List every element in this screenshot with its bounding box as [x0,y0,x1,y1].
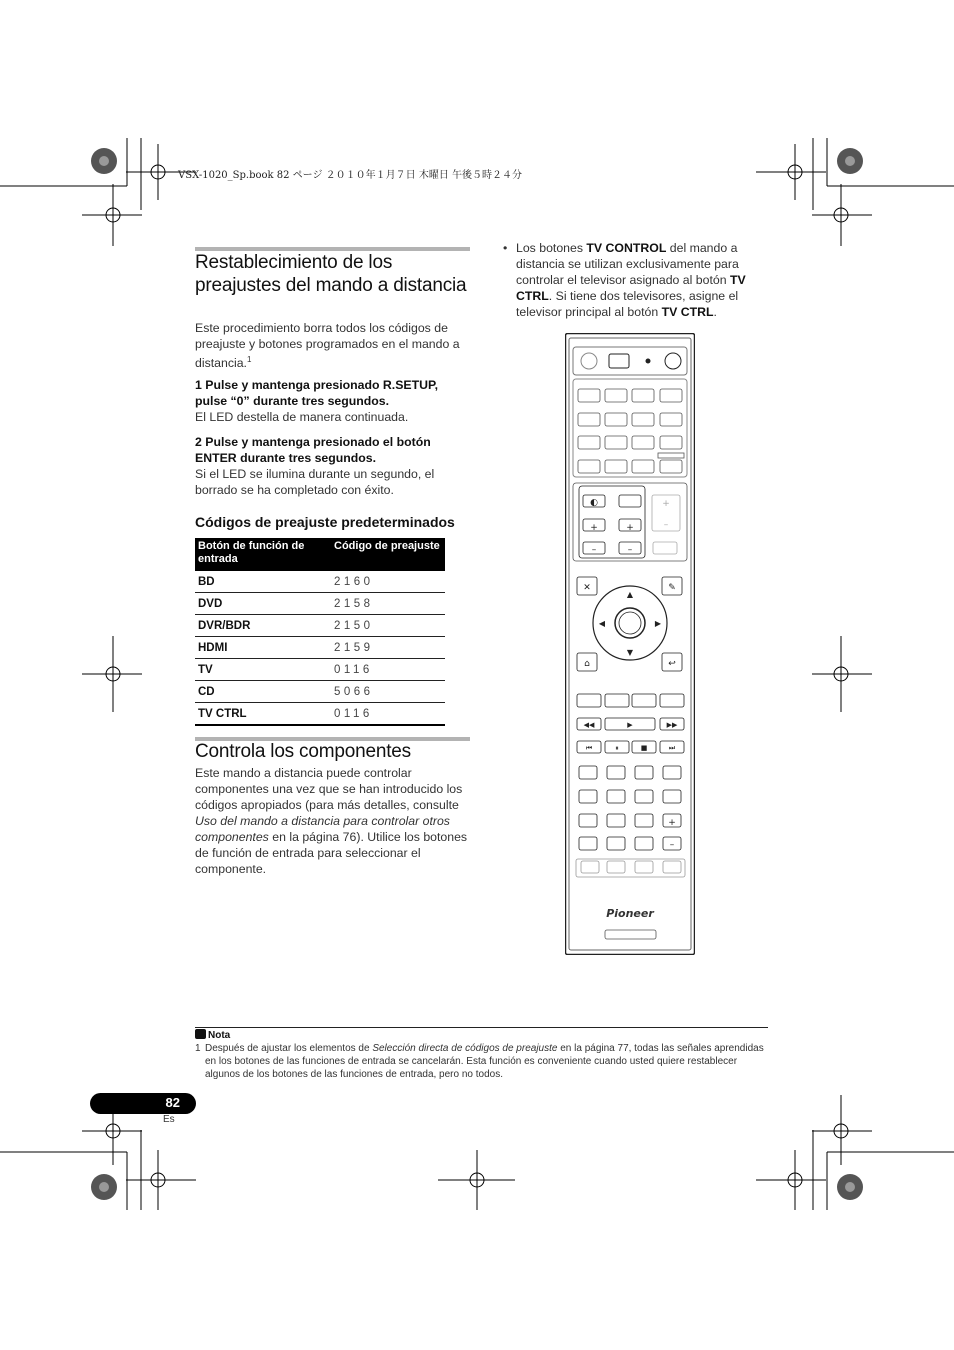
table-row [195,571,445,593]
svg-text:↩: ↩ [668,659,676,669]
page-number-badge [100,1093,196,1114]
svg-text:✕: ✕ [583,583,591,593]
cell-button: DVD [195,593,331,615]
table-row [195,703,445,726]
note-title: Nota [208,1030,231,1041]
svg-text:+: + [626,523,634,533]
cell-button: TV CTRL [195,703,331,726]
svg-text:–: – [663,520,669,530]
svg-text:–: – [591,545,597,555]
text: . [713,305,717,319]
svg-text:▶: ▶ [627,721,633,729]
remote-brand-logo: Pioneer [606,907,654,920]
svg-text:◐: ◐ [590,498,598,508]
svg-text:✎: ✎ [668,583,676,593]
cell-code: 5066 [331,681,445,703]
svg-text:⏭: ⏭ [668,744,676,752]
text: Después de ajustar los elementos de [205,1043,373,1054]
note-text [195,1042,765,1081]
footnote-number: 1 [195,1043,201,1054]
step-2-title: 2 Pulse y mantenga presionado el botón ENTER durante tres segundos. [195,435,431,465]
button-ref: TV CONTROL [586,241,667,255]
svg-text:◀◀: ◀◀ [583,721,595,729]
svg-text:+: + [662,499,670,509]
section-title: Controla los componentes [195,741,411,762]
section-title: Restablecimiento de los preajustes del mando a distancia [195,252,467,296]
svg-text:⌂: ⌂ [584,659,590,669]
note-heading [195,1029,230,1041]
col-header-button: Botón de función de entrada [195,538,331,571]
table-row [195,681,445,703]
text: Este mando a distancia puede controlar componentes una vez que se han introducido los códigos apropiados (para más detalles, consulte [195,766,463,812]
page-language: Es [163,1114,175,1125]
cell-code: 2158 [331,593,445,615]
step-2-text: Si el LED se ilumina durante un segundo, el borrado se ha completado con éxito. [195,467,435,497]
svg-text:⏸: ⏸ [615,744,619,752]
intro-text: Este procedimiento borra todos los códigos de preajuste y botones programados en el mando a distancia. [195,321,460,371]
book-header: VSX-1020_Sp.book 82 ページ ２０１０年１月７日 木曜日 午後５時２４分 [178,170,523,181]
svg-text:▶: ▶ [654,619,662,628]
text: en la página 77, todas las señales aprendidas en los botones de las funciones de entrada se cancelarán. Esta función es conveniente cuando usted quiere restablecer algunos de los botones de las funciones de entrada, pero no todos. [205,1043,764,1080]
text: . Si tiene dos televisores, asigne el televisor principal al botón [516,289,739,319]
svg-text:■: ■ [640,744,648,752]
svg-text:▼: ▼ [626,648,634,657]
bullet-icon: • [503,241,508,255]
svg-text:▲: ▲ [626,590,634,599]
cell-button: TV [195,659,331,681]
intro-paragraph [195,320,473,371]
text: del mando a distancia se utilizan exclusivamente para controlar el televisor asignado al botón [516,241,739,287]
cell-code: 2159 [331,637,445,659]
svg-text:–: – [627,545,633,555]
text: en la página 76). Utilice los botones de función de entrada para seleccionar el componente. [195,830,468,876]
step-1-title: 1 Pulse y mantenga presionado R.SETUP, pulse “0” durante tres segundos. [195,378,439,408]
cell-button: BD [195,571,331,593]
svg-text:–: – [669,840,675,850]
table-row [195,615,445,637]
button-ref: TV CTRL [661,305,714,319]
table-row [195,593,445,615]
svg-text:⏮: ⏮ [585,744,593,752]
cross-reference: Selección directa de códigos de preajuste [372,1043,558,1054]
cross-reference: Uso del mando a distancia para controlar otros componentes [195,814,450,844]
footnote-ref: 1 [246,355,252,364]
svg-text:◀: ◀ [598,619,606,628]
tv-control-bullet [503,240,771,320]
page-number: 82 [165,1095,180,1110]
cell-button: HDMI [195,637,331,659]
svg-text:+: + [590,523,598,533]
note-divider [195,1027,768,1028]
text: Los botones [516,241,587,255]
svg-text:▶▶: ▶▶ [666,721,678,729]
remote-control-illustration [565,333,695,955]
cell-button: CD [195,681,331,703]
cell-code: 0116 [331,703,445,726]
section-2-paragraph [195,765,473,877]
step-1-text: El LED destella de manera continuada. [195,410,409,424]
codes-heading: Códigos de preajuste predeterminados [195,514,455,530]
table-row [195,659,445,681]
col-header-code: Código de preajuste [331,538,445,571]
cell-code: 0116 [331,659,445,681]
cell-button: DVR/BDR [195,615,331,637]
button-ref: TV CTRL [516,273,746,303]
table-row [195,637,445,659]
cell-code: 2160 [331,571,445,593]
note-icon [195,1029,206,1039]
preset-codes-table [195,538,445,726]
cell-code: 2150 [331,615,445,637]
svg-text:+: + [668,818,676,828]
